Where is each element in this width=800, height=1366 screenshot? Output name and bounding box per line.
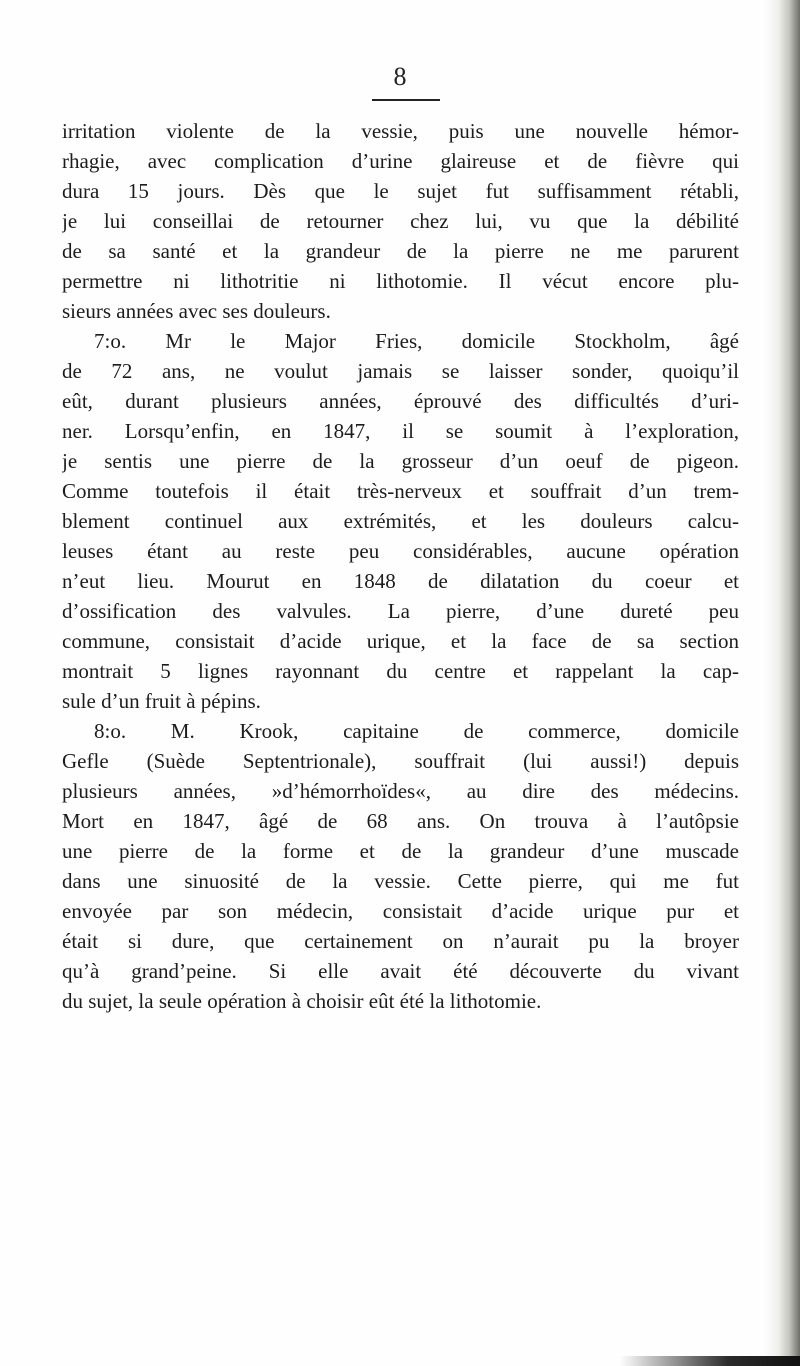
- text-line: dans une sinuosité de la vessie. Cette pierre, qui me fut: [62, 869, 739, 893]
- page-bottom-shadow: [620, 1356, 800, 1366]
- text-line: de 72 ans, ne voulut jamais se laisser sonder, quoiqu’il: [62, 359, 739, 383]
- text-line: irritation violente de la vessie, puis une nouvelle hémor-: [62, 119, 739, 143]
- text-line: je sentis une pierre de la grosseur d’un oeuf de pigeon.: [62, 449, 739, 473]
- text-line: sieurs années avec ses douleurs.: [62, 299, 331, 323]
- text-line: Gefle (Suède Septentrionale), souffrait (lui aussi!) depuis: [62, 749, 739, 773]
- text-line: 8:o. M. Krook, capitaine de commerce, domicile: [94, 719, 739, 743]
- text-line: blement continuel aux extrémités, et les douleurs calcu-: [62, 509, 739, 533]
- text-line: je lui conseillai de retourner chez lui, vu que la débilité: [62, 209, 739, 233]
- text-line: était si dure, que certainement on n’aurait pu la broyer: [62, 929, 739, 953]
- text-line: permettre ni lithotritie ni lithotomie. Il vécut encore plu-: [62, 269, 739, 293]
- text-line: leuses étant au reste peu considérables, aucune opération: [62, 539, 739, 563]
- text-line: dura 15 jours. Dès que le sujet fut suffisamment rétabli,: [62, 179, 739, 203]
- page-edge-shadow: [764, 0, 800, 1366]
- text-line: ner. Lorsqu’enfin, en 1847, il se soumit à l’exploration,: [62, 419, 739, 443]
- page-number: 8: [393, 62, 407, 91]
- text-line: envoyée par son médecin, consistait d’acide urique pur et: [62, 899, 739, 923]
- text-line: n’eut lieu. Mourut en 1848 de dilatation du coeur et: [62, 569, 739, 593]
- text-line: Mort en 1847, âgé de 68 ans. On trouva à l’autôpsie: [62, 809, 739, 833]
- text-line: du sujet, la seule opération à choisir eût été la lithotomie.: [62, 989, 542, 1013]
- text-line: d’ossification des valvules. La pierre, d’une dureté peu: [62, 599, 739, 623]
- text-line: Comme toutefois il était très-nerveux et souffrait d’un trem-: [62, 479, 739, 503]
- page-number-underline: [372, 99, 440, 101]
- body-text: [62, 116, 739, 1016]
- text-line: sule d’un fruit à pépins.: [62, 689, 261, 713]
- text-line: qu’à grand’peine. Si elle avait été découverte du vivant: [62, 959, 739, 983]
- text-line: 7:o. Mr le Major Fries, domicile Stockholm, âgé: [94, 329, 739, 353]
- text-line: plusieurs années, »d’hémorrhoïdes«, au dire des médecins.: [62, 779, 739, 803]
- text-line: commune, consistait d’acide urique, et la face de sa section: [62, 629, 739, 653]
- text-line: de sa santé et la grandeur de la pierre ne me parurent: [62, 239, 739, 263]
- text-line: une pierre de la forme et de la grandeur d’une muscade: [62, 839, 739, 863]
- text-line: rhagie, avec complication d’urine glaireuse et de fièvre qui: [62, 149, 739, 173]
- text-line: montrait 5 lignes rayonnant du centre et rappelant la cap-: [62, 659, 739, 683]
- text-line: eût, durant plusieurs années, éprouvé des difficultés d’uri-: [62, 389, 739, 413]
